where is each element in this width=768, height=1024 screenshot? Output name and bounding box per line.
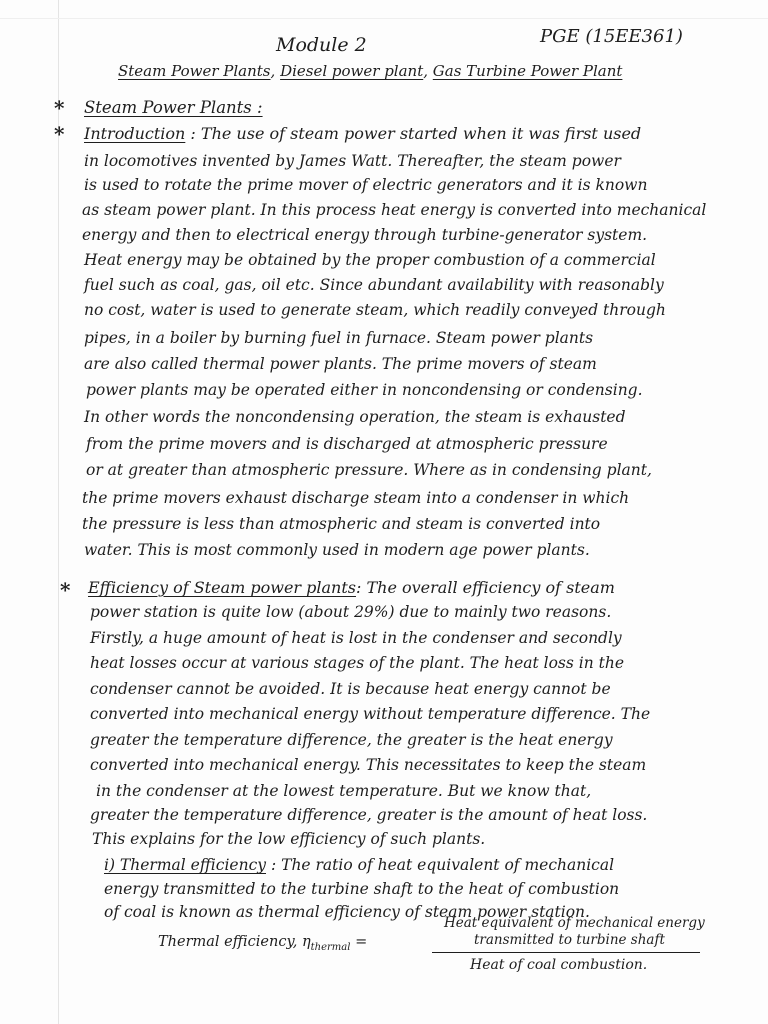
intro-line: in locomotives invented by James Watt. Thereafter, the steam power	[84, 152, 621, 170]
intro-line: water. This is most commonly used in modern age power plants.	[84, 541, 590, 559]
course-code: PGE (15EE361)	[540, 26, 683, 47]
subtitle-gas: Gas Turbine Power Plant	[432, 62, 623, 80]
intro-line: the pressure is less than atmospheric and steam is converted into	[82, 515, 601, 533]
subtitle-sep-2: ,	[423, 62, 433, 80]
efficiency-line: converted into mechanical energy. This necessitates to keep the steam	[90, 756, 647, 774]
efficiency-line: Firstly, a huge amount of heat is lost in the condenser and secondly	[90, 629, 622, 647]
subtitle-sep-1: ,	[270, 62, 281, 80]
section-heading-efficiency: Efficiency of Steam power plants	[88, 578, 356, 597]
efficiency-line: power station is quite low (about 29%) due to mainly two reasons.	[90, 603, 612, 621]
formula-equals: =	[355, 934, 368, 950]
efficiency-line: greater the temperature difference, greater is the amount of heat loss.	[90, 806, 648, 824]
intro-line: energy and then to electrical energy through turbine-generator system.	[82, 226, 648, 244]
intro-line: the prime movers exhaust discharge steam into a condenser in which	[82, 489, 630, 507]
margin-line	[58, 0, 59, 1024]
intro-line: as steam power plant. In this process heat energy is converted into mechanical	[82, 201, 707, 219]
efficiency-line: : The overall efficiency of steam	[355, 578, 615, 597]
intro-line: power plants may be operated either in noncondensing or condensing.	[86, 381, 643, 399]
intro-line: is used to rotate the prime mover of electric generators and it is known	[84, 176, 648, 194]
intro-line: are also called thermal power plants. The prime movers of steam	[84, 355, 597, 373]
module-subtitle	[118, 64, 622, 79]
efficiency-first-line	[88, 580, 615, 596]
thermal-efficiency-label: i) Thermal efficiency	[104, 856, 267, 874]
section-heading-steam-power-plants: Steam Power Plants :	[84, 98, 263, 117]
bullet-star: *	[54, 122, 65, 146]
thermal-line: energy transmitted to the turbine shaft to the heat of combustion	[104, 880, 620, 898]
thermal-line: of coal is known as thermal efficiency of steam power station.	[104, 903, 590, 921]
intro-line: no cost, water is used to generate steam, which readily conveyed through	[84, 301, 666, 319]
intro-paragraph-first-line	[84, 126, 641, 142]
intro-line: : The use of steam power started when it was first used	[190, 124, 642, 143]
top-rule	[0, 18, 768, 19]
intro-line: In other words the noncondensing operation, the steam is exhausted	[84, 408, 626, 426]
formula-lhs	[158, 935, 367, 953]
intro-line: or at greater than atmospheric pressure. Where as in condensing plant,	[86, 461, 652, 479]
bullet-star: *	[54, 96, 65, 120]
intro-label: Introduction	[84, 124, 186, 143]
formula-subscript: thermal	[310, 941, 351, 953]
subtitle-steam: Steam Power Plants	[118, 62, 271, 80]
intro-line: from the prime movers and is discharged at atmospheric pressure	[86, 435, 608, 453]
bullet-star: *	[60, 578, 71, 602]
formula-numerator-line-2: transmitted to turbine shaft	[474, 932, 665, 948]
thermal-efficiency-first-line	[104, 858, 614, 874]
efficiency-line: heat losses occur at various stages of the plant. The heat loss in the	[90, 654, 625, 672]
module-title: Module 2	[276, 34, 367, 56]
formula-lhs-text: Thermal efficiency, η	[158, 934, 311, 950]
efficiency-line: greater the temperature difference, the greater is the heat energy	[90, 731, 613, 749]
efficiency-line: converted into mechanical energy without temperature difference. The	[90, 705, 651, 723]
formula-denominator: Heat of coal combustion.	[470, 957, 648, 973]
formula-numerator-line-1: Heat equivalent of mechanical energy	[444, 915, 705, 931]
intro-line: fuel such as coal, gas, oil etc. Since abundant availability with reasonably	[84, 276, 664, 294]
subtitle-diesel: Diesel power plant	[280, 62, 424, 80]
thermal-line: : The ratio of heat equivalent of mechanical	[270, 856, 615, 874]
intro-line: pipes, in a boiler by burning fuel in furnace. Steam power plants	[84, 329, 594, 347]
efficiency-line: in the condenser at the lowest temperature. But we know that,	[96, 782, 592, 800]
efficiency-line: This explains for the low efficiency of such plants.	[92, 830, 486, 848]
intro-line: Heat energy may be obtained by the proper combustion of a commercial	[84, 251, 656, 269]
efficiency-line: condenser cannot be avoided. It is because heat energy cannot be	[90, 680, 611, 698]
fraction-bar	[432, 952, 700, 953]
